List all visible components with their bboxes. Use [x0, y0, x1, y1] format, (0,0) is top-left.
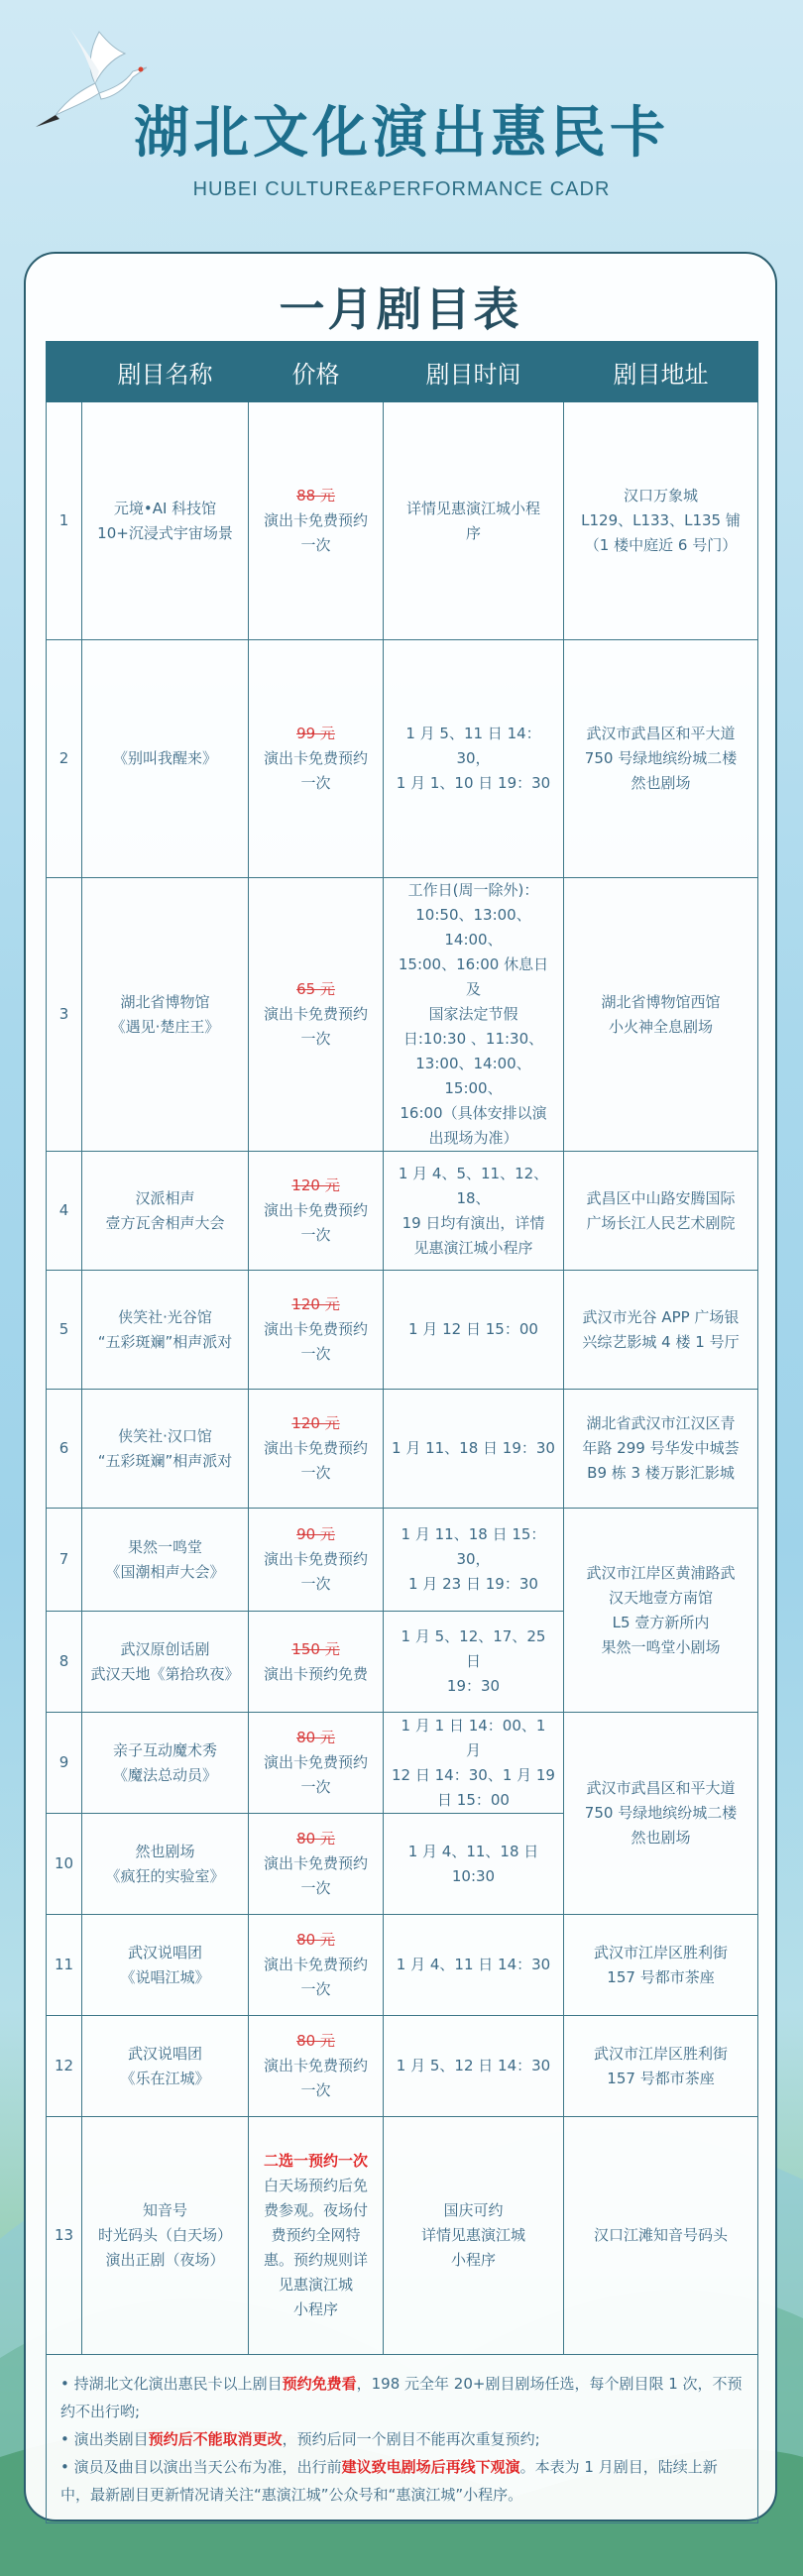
- note-highlight: 预约免费看: [282, 2374, 357, 2393]
- row-index: 7: [47, 1509, 82, 1612]
- show-name: 知音号 时光码头（白天场） 演出正剧（夜场）: [82, 2117, 249, 2355]
- table-row: [47, 1915, 758, 2016]
- booking-highlight: 二选一预约一次: [263, 2152, 368, 2170]
- show-address: 汉口万象城 L129、L133、L135 铺 （1 楼中庭近 6 号门）: [564, 402, 758, 640]
- show-address: 武汉市武昌区和平大道 750 号绿地缤纷城二楼 然也剧场: [564, 1713, 758, 1915]
- note-highlight: 建议致电剧场后再线下观演: [341, 2457, 520, 2476]
- show-time: 工作日(周一除外)： 10:50、13:00、14:00、 15:00、16:00 休息日及 国家法定节假 日:10:30 、11:30、 13:00、14:00、15:00、 16:00（具体安排以演 出现场为准）: [384, 878, 564, 1152]
- price-cell: [249, 402, 384, 640]
- show-address: 湖北省武汉市江汉区青 年路 299 号华发中城荟 B9 栋 3 楼万影汇影城: [564, 1390, 758, 1509]
- show-address: 武汉市江岸区黄浦路武 汉天地壹方南馆 L5 壹方新所内 果然一鸣堂小剧场: [564, 1509, 758, 1713]
- show-name: 元境•AI 科技馆 10+沉浸式宇宙场景: [82, 402, 249, 640]
- price-cell: [249, 1390, 384, 1509]
- notes-row: [47, 2355, 758, 2523]
- price-cell: [249, 1915, 384, 2016]
- row-index: 3: [47, 878, 82, 1152]
- card-price: 演出卡免费预约 一次: [263, 749, 368, 792]
- show-name: 《别叫我醒来》: [82, 640, 249, 878]
- show-time: 国庆可约 详情见惠演江城 小程序: [384, 2117, 564, 2355]
- price-cell: [249, 1152, 384, 1271]
- row-index: 8: [47, 1612, 82, 1713]
- show-time: 1 月 11、18 日 15：30， 1 月 23 日 19：30: [384, 1509, 564, 1612]
- column-header-price: 价格: [249, 342, 384, 402]
- price-cell: [249, 2016, 384, 2117]
- price-cell: [249, 640, 384, 878]
- row-index: 4: [47, 1152, 82, 1271]
- table-row: [47, 640, 758, 878]
- original-price: 120 元: [291, 1176, 340, 1194]
- price-cell: [249, 1612, 384, 1713]
- show-time: 1 月 1 日 14：00、1 月 12 日 14：30、1 月 19 日 15：00: [384, 1713, 564, 1814]
- table-row: [47, 878, 758, 1152]
- show-time: 1 月 5、11 日 14：30， 1 月 1、10 日 19：30: [384, 640, 564, 878]
- show-address: 武汉市光谷 APP 广场银 兴综艺影城 4 楼 1 号厅: [564, 1271, 758, 1390]
- schedule-table: [46, 341, 758, 2523]
- show-time: 1 月 12 日 15：00: [384, 1271, 564, 1390]
- table-row: [47, 1152, 758, 1271]
- price-cell: [249, 1713, 384, 1814]
- row-index: 12: [47, 2016, 82, 2117]
- original-price: 99 元: [296, 725, 335, 742]
- row-index: 5: [47, 1271, 82, 1390]
- table-row: [47, 1509, 758, 1612]
- row-index: 2: [47, 640, 82, 878]
- card-price: 演出卡免费预约 一次: [263, 1320, 368, 1363]
- card-price: 演出卡预约免费: [263, 1664, 368, 1683]
- row-index: 13: [47, 2117, 82, 2355]
- note-item: • 持湖北文化演出惠民卡以上剧目预约免费看，198 元全年 20+剧目剧场任选，每个剧目限 1 次，不预约不出行哟;: [60, 2374, 743, 2420]
- show-time: 1 月 5、12 日 14：30: [384, 2016, 564, 2117]
- show-name: 亲子互动魔术秀 《魔法总动员》: [82, 1713, 249, 1814]
- row-index: 6: [47, 1390, 82, 1509]
- row-index: 1: [47, 402, 82, 640]
- table-row: [47, 2117, 758, 2355]
- show-time: 1 月 11、18 日 19：30: [384, 1390, 564, 1509]
- note-item: • 演出类剧目预约后不能取消更改，预约后同一个剧目不能再次重复预约;: [60, 2429, 540, 2448]
- table-row: [47, 2016, 758, 2117]
- show-time: 1 月 4、11 日 14：30: [384, 1915, 564, 2016]
- show-name: 武汉说唱团 《乐在江城》: [82, 2016, 249, 2117]
- page-title: 湖北文化演出惠民卡: [134, 101, 669, 166]
- price-cell: [249, 1509, 384, 1612]
- note-highlight: 预约后不能取消更改: [148, 2429, 283, 2448]
- original-price: 80 元: [296, 1830, 335, 1848]
- show-address: 汉口江滩知音号码头: [564, 2117, 758, 2355]
- show-address: 湖北省博物馆西馆 小火神全息剧场: [564, 878, 758, 1152]
- card-price: 演出卡免费预约 一次: [263, 1854, 368, 1897]
- original-price: 80 元: [296, 1931, 335, 1949]
- price-cell: [249, 1271, 384, 1390]
- original-price: 80 元: [296, 2032, 335, 2050]
- show-address: 武汉市江岸区胜利街 157 号都市茶座: [564, 2016, 758, 2117]
- original-price: 120 元: [291, 1295, 340, 1313]
- column-header-name: 剧目名称: [82, 342, 249, 402]
- show-name: 汉派相声 壹方瓦舍相声大会: [82, 1152, 249, 1271]
- show-address: 武昌区中山路安腾国际 广场长江人民艺术剧院: [564, 1152, 758, 1271]
- show-address: 武汉市武昌区和平大道 750 号绿地缤纷城二楼 然也剧场: [564, 640, 758, 878]
- column-header-index: [47, 342, 82, 402]
- show-name: 果然一鸣堂 《国潮相声大会》: [82, 1509, 249, 1612]
- column-header-address: 剧目地址: [564, 342, 758, 402]
- show-name: 武汉原创话剧 武汉天地《第拾玖夜》: [82, 1612, 249, 1713]
- show-name: 侠笑社·光谷馆 “五彩斑斓”相声派对: [82, 1271, 249, 1390]
- row-index: 11: [47, 1915, 82, 2016]
- original-price: 120 元: [291, 1414, 340, 1432]
- show-name: 湖北省博物馆 《遇见·楚庄王》: [82, 878, 249, 1152]
- card-price: 演出卡免费预约 一次: [263, 1550, 368, 1593]
- table-header-row: [47, 342, 758, 402]
- show-name: 侠笑社·汉口馆 “五彩斑斓”相声派对: [82, 1390, 249, 1509]
- page-subtitle: HUBEI CULTURE&PERFORMANCE CADR: [192, 178, 611, 200]
- show-name: 然也剧场 《疯狂的实验室》: [82, 1814, 249, 1915]
- original-price: 90 元: [296, 1525, 335, 1543]
- table-row: [47, 1271, 758, 1390]
- notes-cell: [47, 2355, 758, 2523]
- table-row: [47, 1390, 758, 1509]
- row-index: 10: [47, 1814, 82, 1915]
- table-row: [47, 1713, 758, 1814]
- card-price: 演出卡免费预约 一次: [263, 511, 368, 554]
- show-time: 1 月 4、11、18 日 10:30: [384, 1814, 564, 1915]
- original-price: 65 元: [296, 980, 335, 998]
- note-item: • 演员及曲目以演出当天公布为准，出行前建议致电剧场后再线下观演。本表为 1 月剧目，陆续上新中，最新剧目更新情况请关注“惠演江城”公众号和“惠演江城”小程序。: [60, 2457, 718, 2504]
- card-price: 演出卡免费预约 一次: [263, 1201, 368, 1244]
- original-price: 150 元: [291, 1639, 340, 1658]
- schedule-card: [24, 252, 777, 2521]
- original-price: 88 元: [296, 487, 335, 504]
- card-price: 演出卡免费预约 一次: [263, 1753, 368, 1796]
- card-price: 演出卡免费预约 一次: [263, 2057, 368, 2099]
- show-time: 1 月 4、5、11、12、18、 19 日均有演出，详情 见惠演江城小程序: [384, 1152, 564, 1271]
- column-header-time: 剧目时间: [384, 342, 564, 402]
- price-cell: [249, 1814, 384, 1915]
- price-cell: [249, 2117, 384, 2355]
- show-time: 详情见惠演江城小程 序: [384, 402, 564, 640]
- show-time: 1 月 5、12、17、25 日 19：30: [384, 1612, 564, 1713]
- row-index: 9: [47, 1713, 82, 1814]
- card-price: 演出卡免费预约 一次: [263, 1005, 368, 1048]
- show-address: 武汉市江岸区胜利街 157 号都市茶座: [564, 1915, 758, 2016]
- month-title: 一月剧目表: [279, 282, 522, 336]
- table-row: [47, 402, 758, 640]
- original-price: 80 元: [296, 1729, 335, 1746]
- card-price: 演出卡免费预约 一次: [263, 1956, 368, 1998]
- card-price: 演出卡免费预约 一次: [263, 1439, 368, 1482]
- card-price: 白天场预约后免 费参观。夜场付 费预约全网特 惠。预约规则详 见惠演江城 小程序: [263, 2177, 368, 2318]
- show-name: 武汉说唱团 《说唱江城》: [82, 1915, 249, 2016]
- price-cell: [249, 878, 384, 1152]
